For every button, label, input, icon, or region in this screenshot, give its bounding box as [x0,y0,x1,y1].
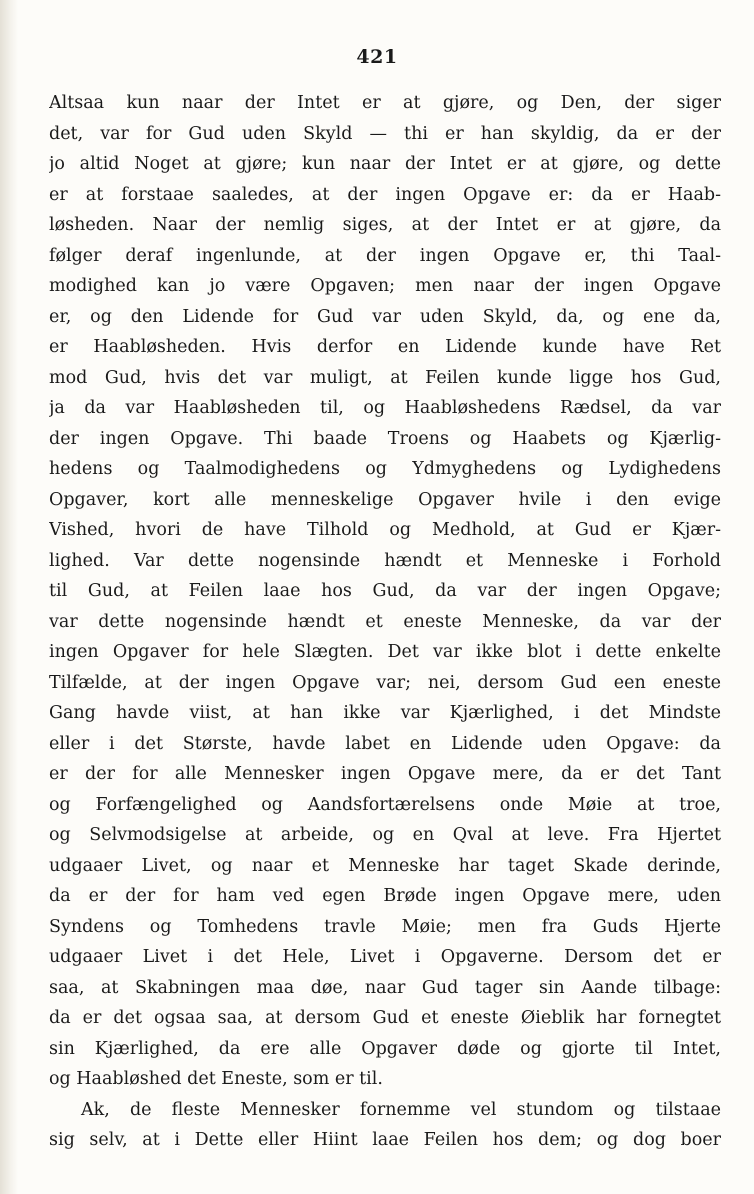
text-line: Gang havde viist, at han ikke var Kjærlighed, i det Mindste [49,703,721,723]
text-line: der ingen Opgave. Thi baade Troens og Haabets og Kjærlig- [49,428,721,449]
text-line: sig selv, at i Dette eller Hiint laae Feilen hos dem; og dog boer [49,1130,721,1150]
text-line: Altsaa kun naar der Intet er at gjøre, og Den, der siger [49,93,721,113]
text-line: Syndens og Tomhedens travle Møie; men fra Guds Hjerte [49,916,721,937]
page-binding-shadow [0,0,18,1194]
body-text [49,88,721,1156]
text-line: jo altid Noget at gjøre; kun naar der Intet er at gjøre, og dette [49,154,721,174]
text-line: er, og den Lidende for Gud var uden Skyld, da, og ene da, [49,306,721,327]
text-line: var dette nogensinde hændt et eneste Menneske, da var der [49,611,721,632]
text-line: Vished, hvori de have Tilhold og Medhold, at Gud er Kjær- [49,520,721,540]
text-line-paragraph-start: Ak, de fleste Mennesker fornemme vel stundom og tilstaae [81,1099,721,1120]
text-line-paragraph-end: og Haabløshed det Eneste, som er til. [49,1069,383,1089]
page-number: 421 [356,46,398,68]
text-line: sin Kjærlighed, da ere alle Opgaver døde og gjorte til Intet, [49,1038,721,1059]
text-line: og Forfængelighed og Aandsfortærelsens onde Møie at troe, [49,794,721,815]
text-line: hedens og Taalmodighedens og Ydmyghedens og Lydighedens [49,459,721,479]
text-line: da er det ogsaa saa, at dersom Gud et eneste Øieblik har fornegtet [49,1008,721,1028]
text-line: saa, at Skabningen maa døe, naar Gud tager sin Aande tilbage: [49,977,721,998]
text-line: til Gud, at Feilen laae hos Gud, da var der ingen Opgave; [49,581,721,601]
text-line: er der for alle Mennesker ingen Opgave mere, da er det Tant [49,764,721,784]
text-line: er at forstaae saaledes, at der ingen Opgave er: da er Haab- [49,184,721,205]
text-line: mod Gud, hvis det var muligt, at Feilen kunde ligge hos Gud, [49,367,721,388]
text-line: Opgaver, kort alle menneskelige Opgaver hvile i den evige [49,489,721,510]
text-line: eller i det Største, havde labet en Lidende uden Opgave: da [49,733,721,754]
text-line: da er der for ham ved egen Brøde ingen Opgave mere, uden [49,886,721,906]
text-line: er Haabløsheden. Hvis derfor en Lidende kunde have Ret [49,337,721,357]
text-line: ja da var Haabløsheden til, og Haabløshedens Rædsel, da var [49,398,721,418]
text-line: udgaaer Livet, og naar et Menneske har taget Skade derinde, [49,855,721,876]
text-line: modighed kan jo være Opgaven; men naar der ingen Opgave [49,276,721,296]
text-line: udgaaer Livet i det Hele, Livet i Opgaverne. Dersom det er [49,947,721,967]
text-line: Tilfælde, at der ingen Opgave var; nei, dersom Gud een eneste [49,672,721,693]
text-line: og Selvmodsigelse at arbeide, og en Qval at leve. Fra Hjertet [49,825,721,845]
text-line: ingen Opgaver for hele Slægten. Det var ikke blot i dette enkelte [49,642,721,662]
text-line: lighed. Var dette nogensinde hændt et Menneske i Forhold [49,550,721,571]
text-line: det, var for Gud uden Skyld — thi er han skyldig, da er der [49,123,721,144]
text-line: følger deraf ingenlunde, at der ingen Opgave er, thi Taal- [49,245,721,266]
text-line: løsheden. Naar der nemlig siges, at der Intet er at gjøre, da [49,215,721,235]
